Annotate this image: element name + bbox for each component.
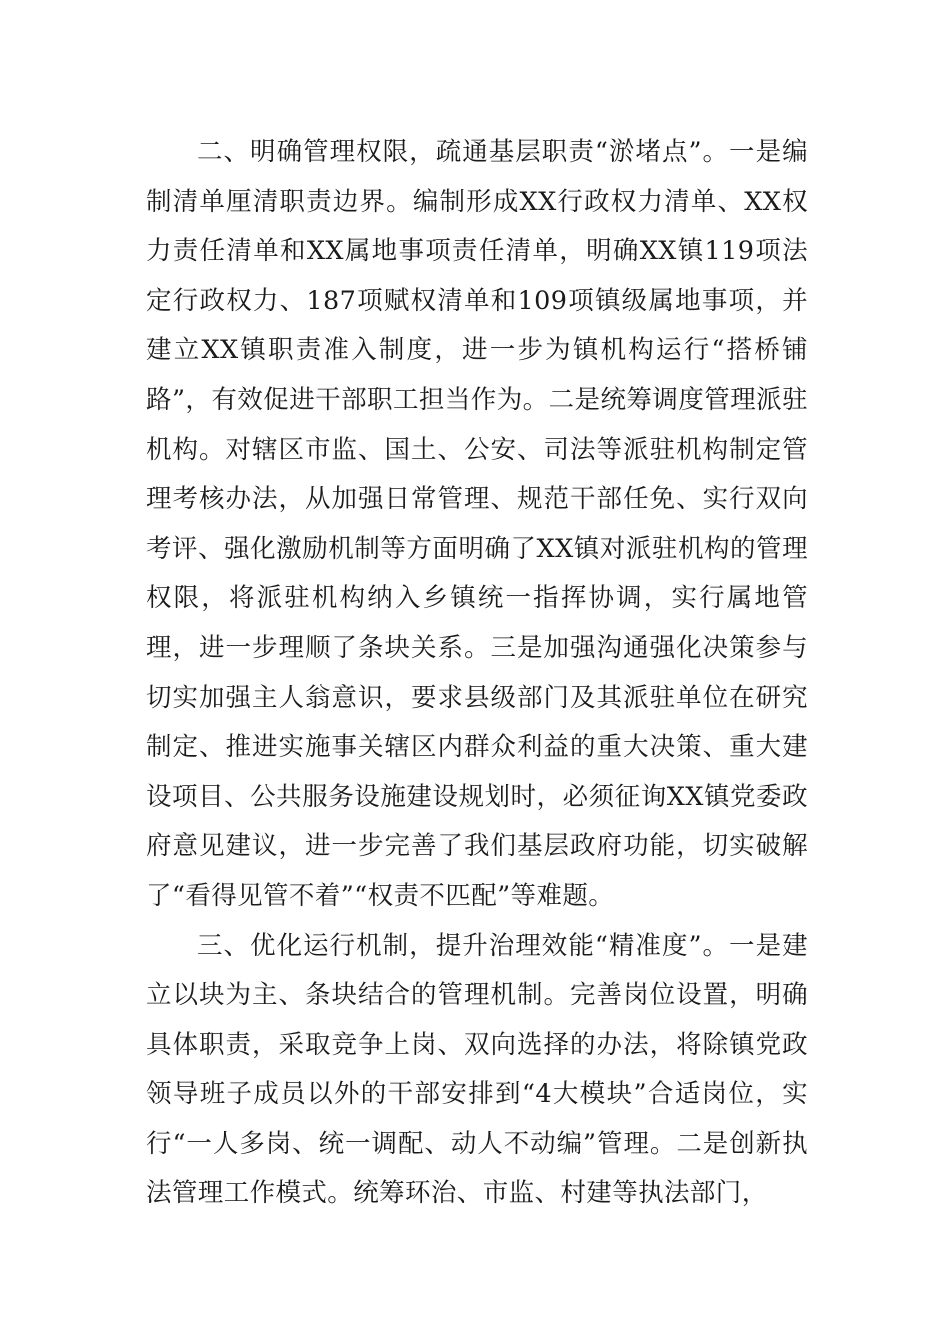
paragraph-section-3: 三、优化运行机制，提升治理效能“精准度”。一是建立以块为主、条块结合的管理机制。完善岗位设置，明确具体职责，采取竞争上岗、双向选择的办法，将除镇党政领导班子成员以外的干部安排到“4大模块”合适岗位，实行“一人多岗、统一调配、动人不动编”管理。二是创新执法管理工作模式。统筹环治、市监、村建等执法部门，	[146, 930, 808, 1209]
document-body	[146, 128, 808, 1219]
paragraph-section-2: 二、明确管理权限，疏通基层职责“淤堵点”。一是编制清单厘清职责边界。编制形成XX行政权力清单、XX权力责任清单和XX属地事项责任清单，明确XX镇119项法定行政权力、187项赋权清单和109项镇级属地事项，并建立XX镇职责准入制度，进一步为镇机构运行“搭桥铺路”，有效促进干部职工担当作为。二是统筹调度管理派驻机构。对辖区市监、国土、公安、司法等派驻机构制定管理考核办法，从加强日常管理、规范干部任免、实行双向考评、强化激励机制等方面明确了XX镇对派驻机构的管理权限，将派驻机构纳入乡镇统一指挥协调，实行属地管理，进一步理顺了条块关系。三是加强沟通强化决策参与切实加强主人翁意识，要求县级部门及其派驻单位在研究制定、推进实施事关辖区内群众利益的重大决策、重大建设项目、公共服务设施建设规划时，必须征询XX镇党委政府意见建议，进一步完善了我们基层政府功能，切实破解了“看得见管不着”“权责不匹配”等难题。	[146, 137, 808, 911]
